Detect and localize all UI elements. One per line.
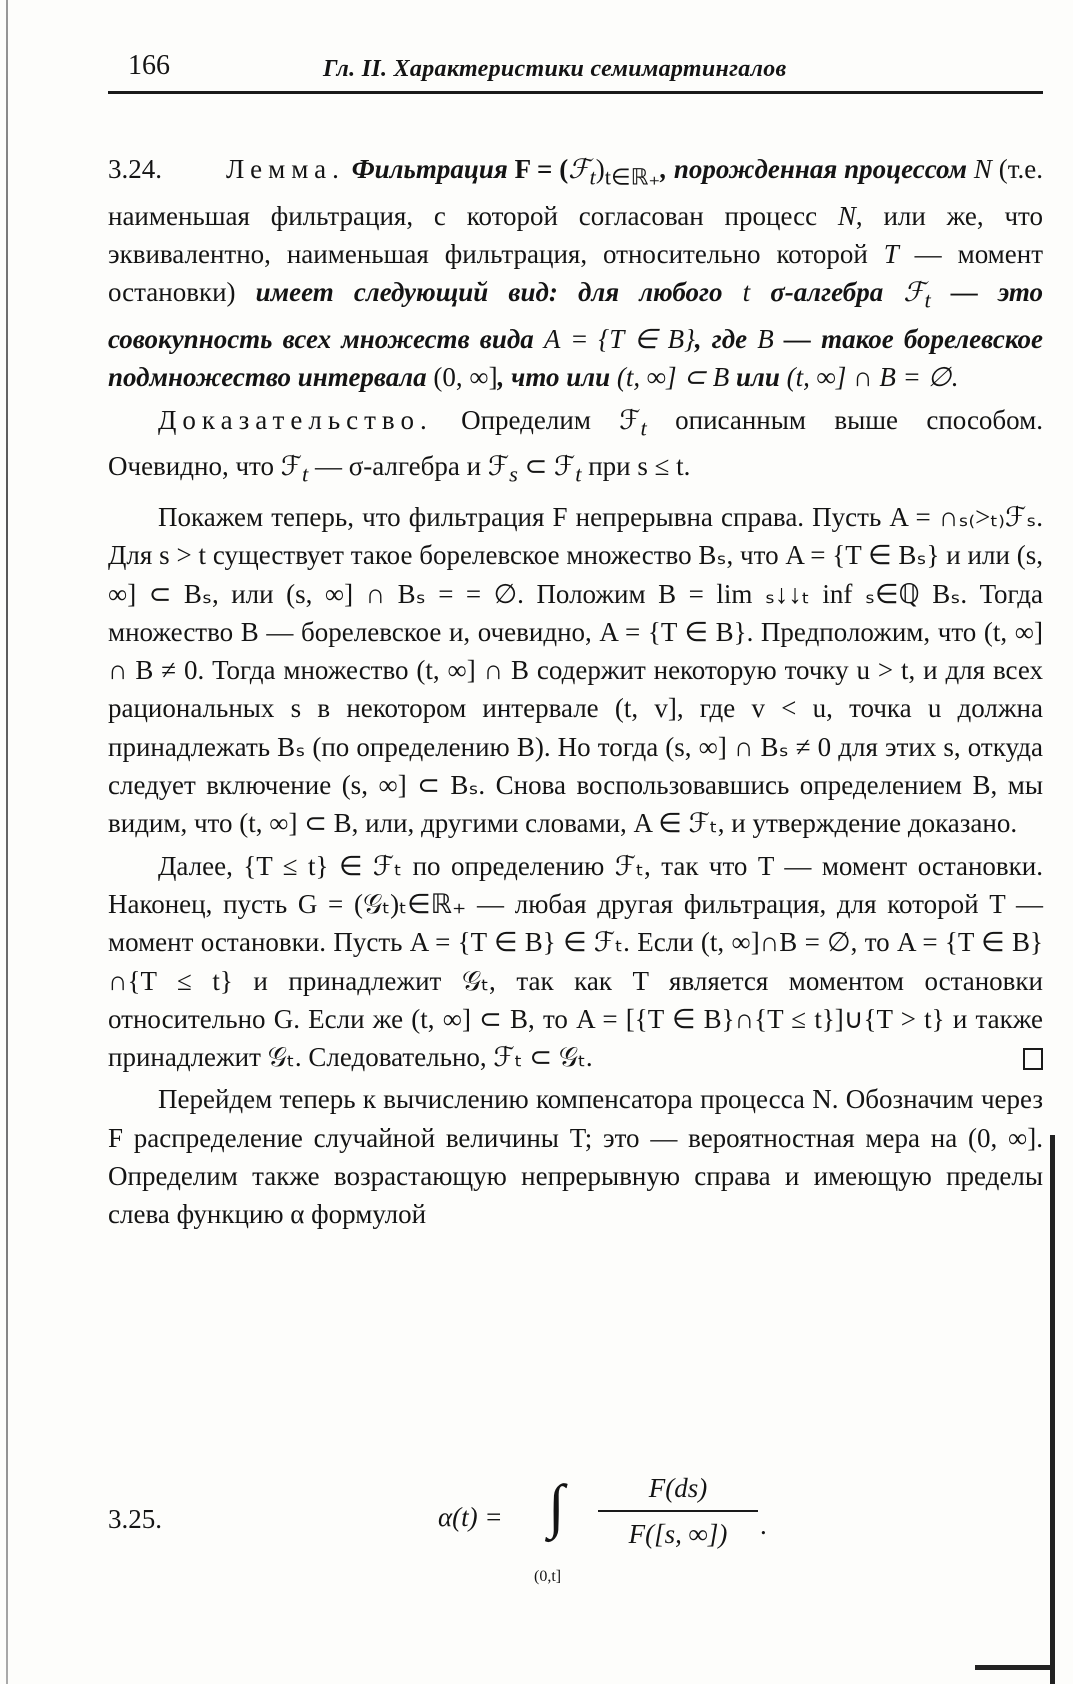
page-number: 166 xyxy=(128,50,170,81)
fraction-denominator: F([s, ∞]) xyxy=(628,1519,728,1549)
formula-lhs: α(t) = xyxy=(438,1502,503,1532)
formula-end-dot: . xyxy=(760,1510,767,1540)
page-header xyxy=(108,50,1043,90)
continuity-paragraph: Покажем теперь, что фильтрация F непрерывна справа. Пусть A = ∩ₛ₍>ₜ₎ℱₛ. Для s > t существует такое борелевское множество Bₛ, что A = {T ∈ Bₛ} и или (s, ∞] ⊂ Bₛ, или (s, ∞] ∩ Bₛ = = ∅. Положим B = lim ₛ↓↓ₜ inf ₛ∈ℚ Bₛ. Тогда множество B — борелевское и, очевидно, A = {T ∈ B}. Предположим, что (t, ∞] ∩ B ≠ 0. Тогда множество (t, ∞] ∩ B содержит некоторую точку u > t, и для всех рациональных s в некотором интервале (t, v], где v < u, точка u должна принадлежать Bₛ (по определению B). Но тогда (s, ∞] ∩ Bₛ ≠ 0 для этих s, откуда следует включение (s, ∞] ⊂ Bₛ. Снова воспользовавшись определением B, мы видим, что (t, ∞] ⊂ B, или, другими словами, A ∈ ℱₜ, и утверждение доказано. xyxy=(108,501,1043,839)
stopping-time-paragraph: Далее, {T ≤ t} ∈ ℱₜ по определению ℱₜ, так что T — момент остановки. Наконец, пусть G = (𝒢ₜ)ₜ∈ℝ₊ — любая другая фильтрация, для которой T — момент остановки. Пусть A = {T ∈ B} ∈ ℱₜ. Если (t, ∞]∩B = ∅, то A = {T ∈ B}∩{T ≤ t} и принадлежит 𝒢ₜ, так как T является моментом остановки относительно G. Если же (t, ∞] ⊂ B, то A = [{T ∈ B}∩{T ≤ t}]∪{T > t} и также принадлежит 𝒢ₜ. Следовательно, ℱₜ ⊂ 𝒢ₜ. xyxy=(108,850,1043,1073)
fraction-bar xyxy=(598,1510,758,1512)
formula-number: 3.25. xyxy=(108,1504,162,1534)
proof-paragraph: Доказательство. Определим ℱ$_t$ описанным выше способом. Очевидно, что ℱ$_t$ — σ-алгебра и ℱ$_s$ ⊂ ℱ$_t$ при s ≤ t. xyxy=(108,404,1043,487)
integral-sign: ∫ xyxy=(548,1473,565,1539)
main-text xyxy=(108,150,1043,1234)
formula-body xyxy=(438,1470,938,1600)
page-edge-bottom xyxy=(975,1665,1055,1670)
lemma-paragraph: 3.24. Лемма. Фильтрация $F = (ℱ_t)_{t\in ℝ_+}$, порожденная процессом N (т.е. наименьшая фильтрация, с которой согласован процесс N, или же, что эквивалентно, наименьшая фильтрация, относительно которой T — момент остановки) имеет следующий вид: для любого t σ-алгебра ℱ$_t$ — это совокупность всех множеств вида A = {T ∈ B}, где B — такое борелевское подмножество интервала (0, ∞], что или (t, ∞] ⊂ B или (t, ∞] ∩ B = ∅. xyxy=(108,150,1043,397)
proof-word: Доказательство. xyxy=(158,404,433,435)
running-title: Гл. II. Характеристики семимартингалов xyxy=(323,56,787,82)
compensator-paragraph: Перейдем теперь к вычислению компенсатора процесса N. Обозначим через F распределение случайной величины T; это — вероятностная мера на (0, ∞]. Определим также возрастающую непрерывную справа и имеющую пределы слева функцию α формулой xyxy=(108,1084,1043,1230)
fraction-numerator: F(ds) xyxy=(648,1473,708,1503)
formula-fraction xyxy=(598,1470,758,1552)
lemma-number: 3.24. xyxy=(108,154,162,184)
page-edge-right xyxy=(1050,1135,1055,1684)
integral-domain: (0,t] xyxy=(534,1568,562,1585)
header-rule xyxy=(108,91,1043,94)
qed-symbol xyxy=(1023,1048,1043,1070)
formula-3-25 xyxy=(108,1470,1043,1600)
lemma-word: Лемма. xyxy=(226,154,345,184)
page-edge-left xyxy=(6,0,8,1684)
